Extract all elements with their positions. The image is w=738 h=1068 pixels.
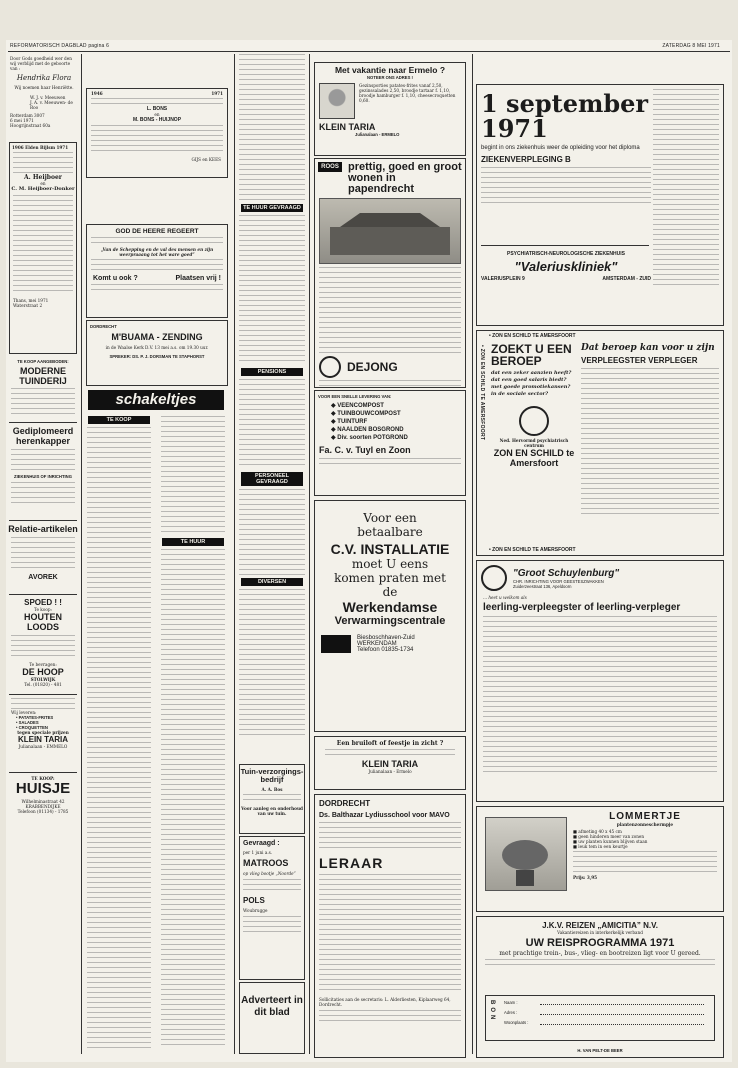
- anniversary-bons-intro: [91, 98, 223, 106]
- chef-illustration: [319, 83, 355, 119]
- ad-loods-urgent: SPOED ! !: [24, 598, 62, 607]
- ad-vakantie-title: Met vakantie naar Ermelo ?: [334, 65, 446, 75]
- valerius-name: "Valeriuskliniek": [514, 259, 618, 274]
- ad-tuin-name: A. A. Bos: [261, 787, 283, 792]
- ad-taria-address: Julianalaan - EMMELO: [18, 744, 68, 749]
- dejong-logo-icon: [319, 356, 341, 378]
- ad-relatie-company: AVOREK: [28, 574, 58, 581]
- personeel-listings: [239, 489, 305, 575]
- lydius-school: Ds. Balthazar Lydiusschool voor MAVO: [319, 812, 450, 819]
- column-rule: [234, 54, 235, 1054]
- lommertje-title: LOMMERTJE: [609, 811, 681, 822]
- ad-huisje-title: HUISJE: [15, 780, 71, 797]
- tuyl-header: VOOR EEN SNELLE LEVERING VAN:: [318, 394, 392, 399]
- ad-tuin-service: Voor aanleg en onderhoud van uw tuin.: [241, 806, 303, 816]
- ad-taria-name: KLEIN TARIA: [17, 735, 69, 744]
- dejong-name: DEJONG: [347, 360, 398, 374]
- rule: [9, 520, 77, 521]
- page-header-left: REFORMATORISCH DAGBLAD pagina 6: [10, 43, 110, 49]
- ad-matroos-city: Woubrugge: [243, 908, 268, 913]
- ad-taria-item-3: • CROQUETTEN: [16, 725, 48, 730]
- ad-god-cta-2: Plaatsen vrij !: [175, 275, 221, 282]
- newspaper-page: [6, 40, 732, 1062]
- ad-lommertje: [476, 806, 724, 912]
- cv-line-4: moet U eens: [351, 557, 429, 571]
- valerius-course: ZIEKENVERPLEGING B: [481, 155, 571, 164]
- lommertje-feature-3: ■ uw planten kunnen blijven staan: [573, 839, 648, 844]
- section-te-huur: TE HUUR: [162, 538, 224, 546]
- ad-relatie-title: Relatie-artikelen: [8, 524, 78, 534]
- birth-intro: Door Gods goedheid wer den wij verblijd met de geboorte van :: [10, 56, 72, 71]
- birth-address: Hoogrijnstraat 60a: [10, 123, 51, 128]
- valerius-institution: PSYCHIATRISCH-NEUROLOGISCHE ZIEKENHUIS: [507, 251, 625, 257]
- ad-relatie-artikelen: [8, 524, 78, 581]
- tuyl-item-2: ◆ TUINBOUWCOMPOST: [331, 411, 401, 417]
- column-rule: [472, 54, 473, 1054]
- tuyl-name: Fa. C. v. Tuyl en Zoon: [319, 445, 411, 455]
- ad-taria-deliver: Wij leveren:: [11, 710, 37, 715]
- dejong-address: [319, 380, 461, 388]
- column-family-notices: [8, 54, 80, 1059]
- ad-herenkapper-sub: ZIEKENHUIS OF INRICHTING: [14, 474, 72, 479]
- ad-loods-label: Te koop:: [34, 607, 52, 612]
- ad-valeriuskliniek: [476, 84, 724, 326]
- column-rule: [309, 54, 310, 1054]
- ad-vakantie-sub: NOTEER ONS ADRES !: [367, 75, 413, 80]
- rule: [9, 772, 77, 773]
- ad-feestje: [314, 736, 466, 790]
- anniversary-bons-name: L. BONS: [146, 106, 168, 112]
- anniversary-body: [13, 195, 73, 295]
- anniversary-bons-sign: GIJS en KEES: [191, 157, 221, 162]
- section-pensions: PENSIONS: [241, 368, 303, 376]
- feest-address: Julianalaan - Ermelo: [368, 769, 412, 774]
- ad-roos-papendrecht: [314, 158, 466, 388]
- ad-tuin-address: [243, 794, 301, 804]
- tuyl-item-5: ◆ Div. soorten POTGROND: [331, 435, 408, 441]
- anniversary-header: 1906 Elden Bijlsm 1971: [12, 145, 69, 150]
- section-personeel-gevraagd: PERSONEEL GEVRAAGD: [241, 472, 303, 486]
- anniversary-bons: [86, 88, 228, 178]
- schuylenburg-address: Zuiderzeestraat 136, Apeldoorn: [513, 583, 572, 589]
- ad-matroos-title: MATROOS: [243, 858, 289, 868]
- tuyl-item-4: ◆ NAALDEN BOSGROND: [331, 427, 404, 433]
- coupon-city-label: Woonplaats :: [504, 1020, 529, 1025]
- lydius-footer: [319, 1010, 461, 1024]
- roos-feature-list: [319, 267, 461, 353]
- feest-body: [325, 749, 455, 757]
- classified-listings-top: [239, 54, 305, 202]
- ad-matroos-contact: [243, 916, 301, 936]
- anniversary-address: Waterstraat 2: [13, 303, 43, 308]
- ad-herenkapper-body-2: [11, 482, 75, 504]
- pensions-listings: [239, 379, 305, 469]
- valerius-city: AMSTERDAM - ZUID: [602, 276, 651, 282]
- birth-date: 6 mei 1971: [10, 118, 34, 123]
- ad-matroos-body: [243, 879, 301, 893]
- coupon-name-field[interactable]: [540, 1000, 704, 1005]
- birth-parents: W. J. v. Meeuwen: [30, 95, 66, 100]
- ad-loods-body: [11, 635, 75, 659]
- lommertje-sub: plantenzonneschermpje: [616, 822, 674, 827]
- ad-matroos-date: per 1 juni a.s.: [243, 850, 273, 855]
- anniversary-bons-name-2: M. BONS - HUIJNOP: [132, 117, 182, 123]
- header-rule: [8, 51, 730, 52]
- ad-herenkapper-body: [11, 449, 75, 471]
- amicitia-title: J.K.V. REIZEN „AMICITIA” N.V.: [542, 921, 658, 930]
- rule: [9, 694, 77, 695]
- ad-adverteert-text: Adverteert in dit blad: [241, 995, 303, 1018]
- anniversary-date: Thans, mei 1971: [13, 298, 49, 303]
- zon-logo-icon: [519, 406, 549, 436]
- te-koop-listings: [87, 427, 151, 799]
- schuylenburg-name: "Groot Schuylenburg": [513, 567, 620, 579]
- tuyl-item-3: ◆ TUINTURF: [331, 419, 368, 425]
- cv-city: WERKENDAM: [357, 641, 397, 647]
- schuylenburg-welcome: ... heet u welkom als: [483, 595, 527, 600]
- classified-column-b: [158, 416, 228, 1056]
- anniversary-and: en: [40, 181, 46, 186]
- ad-relatie-body: [11, 537, 75, 571]
- ad-god-quote: „Van de Schepping en de val des mensen en zijn weerpraaang tot het ware goed”: [100, 247, 214, 257]
- cv-line-7: Werkendamse: [342, 599, 438, 615]
- amicitia-footer: H. VAN PELT-DE BEER: [577, 1048, 623, 1053]
- anniversary-notice: [9, 142, 77, 354]
- anniversary-year-end: 1971: [211, 91, 223, 96]
- zon-border-left: • ZON EN SCHILD TE AMERSFOORT: [479, 345, 485, 441]
- ad-lydiusschool: [314, 794, 466, 1058]
- valerius-side-text: [653, 89, 719, 289]
- amicitia-sub: Vakantiereizen in interkerkelijk verband: [557, 930, 643, 935]
- coupon-city-field[interactable]: [540, 1020, 704, 1025]
- ad-herenkapper-title: Gediplomeerd herenkapper: [12, 426, 74, 446]
- ad-tuinderij-title: MODERNE TUINDERIJ: [19, 366, 67, 386]
- roos-logo: ROOS: [318, 162, 342, 172]
- rule: [9, 594, 77, 595]
- cv-line-6: de: [382, 585, 398, 599]
- column-ads-center: [312, 54, 470, 1059]
- ad-huisje-address: Wilhelminastraat 42 KRABBENDIJKE: [21, 799, 65, 809]
- ad-houten-loods: [8, 598, 78, 687]
- section-diversen: DIVERSEN: [241, 578, 303, 586]
- ad-huisje-phone: Telefoon (01134) - 1785: [17, 809, 69, 814]
- column-classifieds-1: [84, 54, 232, 1059]
- roos-headline: prettig, goed en groot wonen in papendrecht: [348, 161, 462, 195]
- ad-vakantie-body: Gezinsporties patates-frites vanaf 2,50, gezinssalades 2,50, broodje tartaar f. 1,10, broodje hamburger f. 1,10, cheesecroquetten 0,60.: [359, 83, 456, 103]
- ad-tuyl-compost: [314, 390, 466, 496]
- lydius-intro: [319, 822, 461, 852]
- page-header-right: ZATERDAG 8 MEI 1971: [662, 43, 720, 49]
- ad-amicitia: [476, 916, 724, 1058]
- zon-institution: Ned. Hervormd psychiatrisch centrum: [499, 438, 569, 448]
- ad-mbuama-time: in de Waalse Kerk D.V. 13 mei a.s. om 19.30 uur.: [105, 345, 209, 350]
- coupon-name-label: Naam :: [504, 1000, 518, 1005]
- schakeltjes-banner: schakeltjes: [88, 390, 224, 410]
- zon-border-bottom: • ZON EN SCHILD TE AMERSFOORT: [489, 547, 576, 553]
- lommertje-photo: [485, 817, 567, 891]
- ad-god-body: [91, 259, 223, 273]
- lommertje-feature-4: ■ leuk tem in een keurtje: [573, 844, 628, 849]
- schuylenburg-title: leerling-verpleegster of leerling-verpleger: [483, 602, 681, 613]
- schuylenburg-logo-icon: [481, 565, 507, 591]
- ad-mbuama-speaker: SPREKER: DS. P. J. DORSMAN TE STAPHORST: [109, 354, 205, 359]
- anniversary-name: A. Heijboer: [24, 174, 62, 181]
- lydius-title: LERAAR: [319, 855, 384, 871]
- ad-groot-schuylenburg: [476, 560, 724, 802]
- cv-line-3: C.V. INSTALLATIE: [330, 541, 450, 557]
- column-classifieds-2: [237, 54, 307, 1059]
- amicitia-body: [485, 959, 715, 967]
- ad-god-title: GOD DE HEERE REGEERT: [115, 228, 199, 235]
- valerius-address: VALERIUSPLEIN 9: [481, 276, 525, 282]
- lommertje-feature-1: ■ afmeting 40 x 45 cm: [573, 829, 622, 834]
- schuylenburg-body: [483, 616, 717, 776]
- column-rule: [81, 54, 82, 1054]
- ad-matroos-company: POLS: [243, 896, 265, 905]
- schuylenburg-sub: CHR. INRICHTING VOOR GEESTESZWAKKEN: [513, 578, 604, 584]
- ad-god-regeert: [86, 224, 228, 318]
- cv-address: Biesboschhaven-Zuid: [357, 635, 415, 641]
- lommertje-feature-2: ■ geen hinderen meer van zonen: [573, 834, 645, 839]
- zon-headline-2: Dat beroep kan voor u zijn: [581, 343, 715, 353]
- ad-matroos: [239, 836, 305, 980]
- ad-tuin-title: Tuin-verzorgings-bedrijf: [240, 767, 304, 784]
- valerius-intro: begint in ons ziekenhuis weer de opleiding voor het diploma: [481, 145, 640, 151]
- ad-tuinderij-body: [11, 388, 75, 416]
- ad-tuinverzorging: [239, 764, 305, 834]
- ad-tuinderij: [8, 359, 78, 416]
- cv-line-8: Verwarmingscentrale: [334, 615, 446, 627]
- ad-taria-item-1: • PATATES-FRITES: [16, 715, 54, 720]
- ad-tuinderij-label: TE KOOP AANGEBODEN:: [17, 359, 69, 364]
- lydius-city: DORDRECHT: [319, 799, 371, 808]
- birth-place: Rotterdam 3007: [10, 113, 45, 118]
- cv-line-2: betaalbare: [357, 525, 423, 539]
- ad-loods-phone: Tel. (01820) - 481: [24, 682, 62, 687]
- ad-loods-title: HOUTEN LOODS: [24, 612, 62, 632]
- ad-mbuama-title: M'BUAMA - ZENDING: [111, 332, 203, 342]
- anniversary-bons-and: en: [154, 112, 160, 117]
- zon-body: [581, 368, 719, 518]
- ad-loods-city: STOLWIJK: [30, 677, 56, 682]
- section-te-huur-gevraagd: TE HUUR GEVRAAGD: [241, 204, 303, 212]
- birth-name-note: Wij noemen haar Henriëtte.: [14, 85, 74, 90]
- ad-herenkapper: [8, 426, 78, 507]
- valerius-body: [481, 167, 651, 203]
- cv-line-1: Voor een: [363, 511, 417, 525]
- rule: [9, 422, 77, 423]
- amicitia-coupon[interactable]: [485, 995, 715, 1041]
- ad-klein-taria: [8, 698, 78, 749]
- birth-name: Hendrika Flora: [16, 74, 72, 82]
- lommertje-price: Prijs: 3,95: [573, 875, 598, 880]
- ad-cv-installatie: [314, 500, 466, 732]
- ad-matroos-boat: op vlieg bootje „Noorde”: [243, 871, 296, 876]
- feest-headline: Een bruiloft of feestje in zicht ?: [336, 740, 444, 747]
- ad-taria-item-2: • SALADES: [16, 720, 39, 725]
- tuyl-item-1: ◆ VEENCOMPOST: [331, 403, 384, 409]
- ad-vakantie-address: Julianalaan - ERMELO: [355, 132, 400, 137]
- lommertje-body: [573, 851, 717, 875]
- ad-loods-company: DE HOOP: [22, 667, 64, 677]
- cv-logo-icon: [321, 635, 351, 653]
- diversen-listings: [239, 589, 305, 739]
- lydius-body: [319, 874, 461, 994]
- house-photo: [319, 198, 461, 264]
- zon-name: ZON EN SCHILD te Amersfoort: [493, 448, 575, 468]
- amicitia-desc: met prachtige trein-, bus-, vlieg- en bootreizen ligt voor U gereed.: [499, 950, 701, 957]
- zon-border-top: • ZON EN SCHILD TE AMERSFOORT: [489, 333, 576, 339]
- ad-zon-en-schild: [476, 330, 724, 556]
- ad-adverteert: [239, 982, 305, 1054]
- ad-huisje-label: TE KOOP:: [31, 776, 55, 781]
- ad-huisje: [8, 776, 78, 814]
- ad-taria-intro: [11, 698, 75, 710]
- anniversary-name-2: C. M. Heijboer-Donker: [11, 186, 75, 192]
- te-koop-listings-2: [87, 802, 151, 1052]
- coupon-address-label: Adres :: [504, 1010, 518, 1015]
- ad-god-cta: Komt u ook ?: [93, 275, 138, 282]
- section-te-koop: TE KOOP: [88, 416, 150, 424]
- ad-vakantie-name: KLEIN TARIA: [319, 122, 376, 132]
- zon-questions: dat een zeker aanzien heeft? dat een goed salaris biedt? met goede promotiekansen? in de sociale sector?: [491, 370, 572, 397]
- coupon-label: BON: [489, 1000, 495, 1023]
- zon-headline: ZOEKT U EEN BEROEP: [491, 342, 572, 368]
- ad-taria-price: tegen speciale prijzen: [17, 730, 69, 735]
- coupon-address-field[interactable]: [540, 1010, 704, 1015]
- cv-line-5: komen praten met: [334, 571, 446, 585]
- column-ads-right: [474, 54, 726, 1059]
- amicitia-program: UW REISPROGRAMMA 1971: [525, 937, 675, 949]
- ad-mbuama: [86, 320, 228, 386]
- ad-vakantie-ermelo: [314, 62, 466, 156]
- valerius-year: 1971: [481, 114, 548, 143]
- zon-job: VERPLEEGSTER VERPLEGER: [581, 356, 698, 365]
- lydius-sollicitaties: Sollicitaties aan de secretaris: L. Alderliesten, Kiplaarweg 64, Dordrecht.: [319, 997, 451, 1007]
- ad-mbuama-city: DORDRECHT: [90, 324, 117, 329]
- ad-loods-contact-label: Te bevragen:: [29, 662, 57, 667]
- anniversary-year-start: 1946: [91, 91, 103, 96]
- ad-god-footer: [91, 284, 223, 290]
- anniversary-bons-body: [91, 125, 223, 155]
- cv-phone: Telefoon 01835-1734: [357, 647, 414, 653]
- feest-name: KLEIN TARIA: [361, 759, 419, 769]
- te-huur-listings: [161, 549, 225, 1049]
- classified-column-a: [84, 416, 154, 1056]
- birth-parents-2: J. A. v. Meeuwen- de Roo: [30, 100, 73, 110]
- ad-matroos-label: Gevraagd :: [243, 840, 280, 847]
- tuyl-address: [319, 458, 461, 464]
- anniversary-text: [13, 152, 73, 174]
- ad-god-intro: [91, 237, 223, 245]
- te-huur-gevraagd-listings: [239, 215, 305, 365]
- valerius-date: 1 september: [481, 89, 649, 118]
- te-koop-listings-3: [161, 416, 225, 536]
